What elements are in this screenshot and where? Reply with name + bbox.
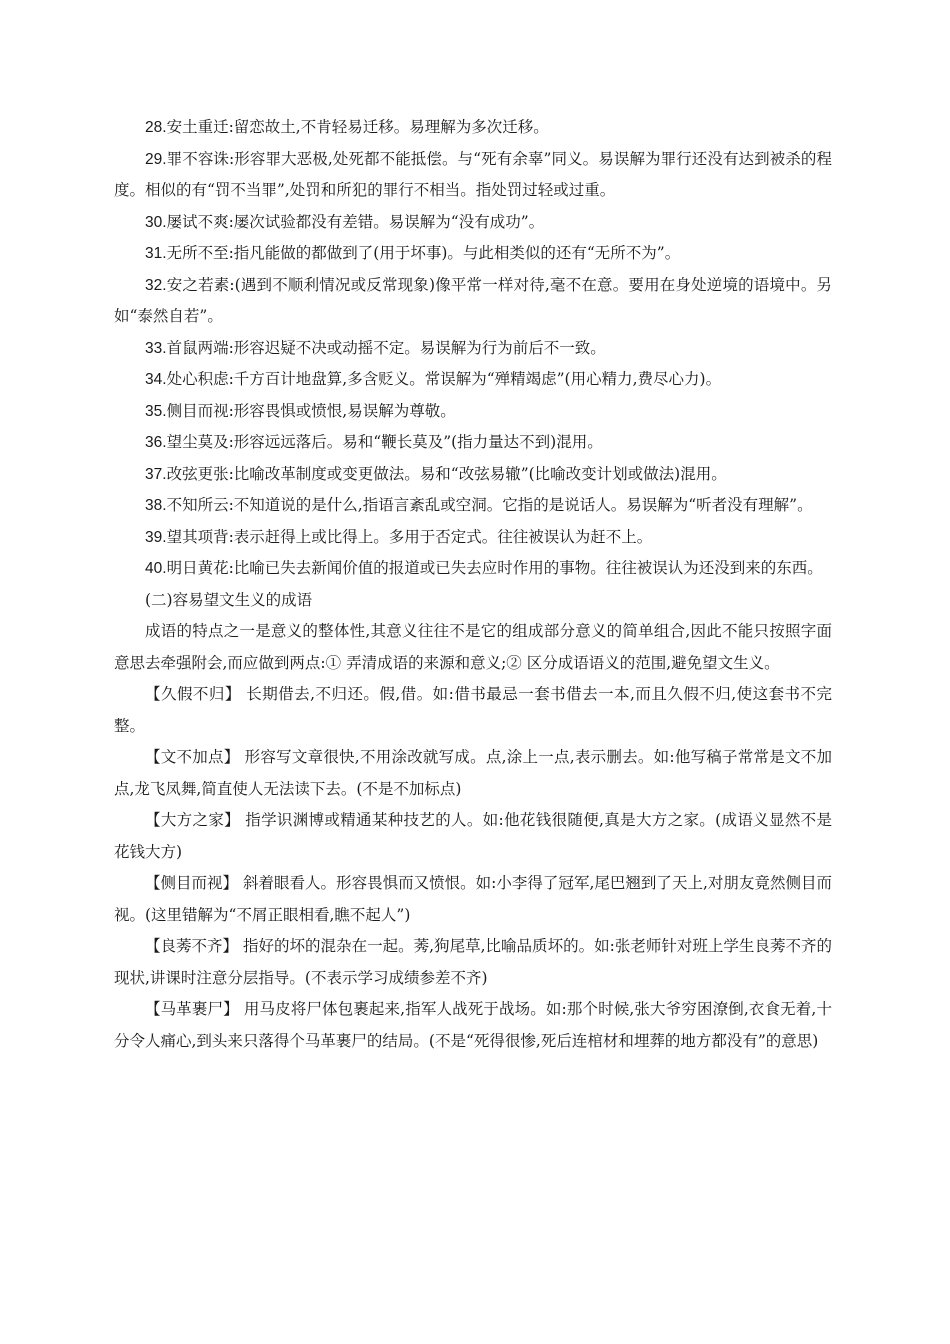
idiom-example-2 [114,742,832,805]
entry-text: 不知所云:不知道说的是什么,指语言紊乱或空洞。它指的是说话人。易误解为“听者没有理解”。 [166,496,813,514]
idiom-explanation: 形容写文章很快,不用涂改就写成。点,涂上一点,表示删去。如:他写稿子常常是文不加点,龙飞凤舞,简直使人无法读下去。(不是不加标点) [114,748,832,798]
idiom-entry-30 [114,207,832,239]
entry-number: 32. [145,276,167,294]
idiom-example-6 [114,994,832,1057]
idiom-explanation: 用马皮将尸体包裹起来,指军人战死于战场。如:那个时候,张大爷穷困潦倒,衣食无着,十分令人痛心,到头来只落得个马革裹尸的结局。(不是“死得很惨,死后连棺材和埋葬的地方都没有”的意思) [114,1000,832,1050]
idiom-entry-29 [114,144,832,207]
entry-number: 29. [145,150,167,168]
document-body [114,112,832,1057]
entry-text: 首鼠两端:形容迟疑不决或动摇不定。易误解为行为前后不一致。 [166,338,606,357]
entry-text: 明日黄花:比喻已失去新闻价值的报道或已失去应时作用的事物。往往被误认为还没到来的东西。 [166,559,823,577]
entry-number: 31. [145,245,167,262]
entry-text: 罪不容诛:形容罪大恶极,处死都不能抵偿。与“死有余辜”同义。易误解为罪行还没有达到被杀的程度。相似的有“罚不当罪”,处罚和所犯的罪行不相当。指处罚过轻或过重。 [114,149,832,199]
idiom-explanation: 指学识渊博或精通某种技艺的人。如:他花钱很随便,真是大方之家。(成语义显然不是花钱大方) [114,811,832,861]
idiom-entry-28 [114,112,832,144]
idiom-entry-40 [114,553,832,585]
idiom-entry-35 [114,396,832,428]
idiom-explanation: 指好的坏的混杂在一起。莠,狗尾草,比喻品质坏的。如:张老师针对班上学生良莠不齐的现状,讲课时注意分层指导。(不表示学习成绩参差不齐) [114,937,832,987]
idiom-headword: 【良莠不齐】 [145,937,239,955]
entry-number: 40. [145,560,167,577]
entry-number: 36. [145,434,167,451]
idiom-explanation: 斜着眼看人。形容畏惧而又愤恨。如:小李得了冠军,尾巴翘到了天上,对朋友竟然侧目而视。(这里错解为“不屑正眼相看,瞧不起人”) [114,874,832,924]
idiom-entry-32 [114,270,832,333]
entry-text: 改弦更张:比喻改革制度或变更做法。易和“改弦易辙”(比喻改变计划或做法)混用。 [166,464,727,483]
idiom-example-1 [114,679,832,742]
entry-number: 30. [145,213,167,231]
section-heading: (二)容易望文生义的成语 [145,590,313,609]
entry-text: 安之若素:(遇到不顺利情况或反常现象)像平常一样对待,毫不在意。要用在身处逆境的语境中。另如“泰然自若”。 [114,275,832,325]
idiom-explanation: 长期借去,不归还。假,借。如:借书最忌一套书借去一本,而且久假不归,使这套书不完整。 [114,685,832,735]
idiom-example-3 [114,805,832,868]
idiom-headword: 【马革裹尸】 [145,1000,239,1018]
idiom-entry-37 [114,459,832,491]
entry-text: 望其项背:表示赶得上或比得上。多用于否定式。往往被误认为赶不上。 [166,527,653,546]
idiom-entry-33 [114,333,832,365]
entry-number: 34. [145,371,167,388]
idiom-headword: 【侧目而视】 [145,874,239,892]
entry-text: 处心积虑:千方百计地盘算,多含贬义。常误解为“殚精竭虑”(用心精力,费尽心力)。 [166,370,722,388]
idiom-example-5 [114,931,832,994]
idiom-example-4 [114,868,832,931]
entry-number: 33. [145,339,167,357]
entry-text: 无所不至:指凡能做的都做到了(用于坏事)。与此相类似的还有“无所不为”。 [166,244,681,262]
entry-text: 望尘莫及:形容远远落后。易和“鞭长莫及”(指力量达不到)混用。 [166,433,603,451]
entry-text: 侧目而视:形容畏惧或愤恨,易误解为尊敬。 [166,401,456,420]
idiom-entry-31 [114,238,832,270]
entry-number: 39. [145,528,167,546]
section-intro: 成语的特点之一是意义的整体性,其意义往往不是它的组成部分意义的简单组合,因此不能只按照字面意思去牵强附会,而应做到两点:① 弄清成语的来源和意义;② 区分成语语义的范围,避免望文生义。 [114,622,832,672]
entry-number: 37. [145,465,167,483]
idiom-entry-39 [114,522,832,554]
idiom-headword: 【大方之家】 [145,811,240,829]
entry-text: 安土重迁:留恋故土,不肯轻易迁移。易理解为多次迁移。 [166,118,549,136]
entry-number: 28. [145,119,167,136]
entry-number: 38. [145,497,167,514]
idiom-entry-38 [114,490,832,522]
idiom-entry-34 [114,364,832,396]
entry-number: 35. [145,402,167,420]
entry-text: 屡试不爽:屡次试验都没有差错。易误解为“没有成功”。 [166,212,545,231]
idiom-headword: 【文不加点】 [145,748,240,766]
idiom-headword: 【久假不归】 [145,685,241,703]
idiom-entry-36 [114,427,832,459]
